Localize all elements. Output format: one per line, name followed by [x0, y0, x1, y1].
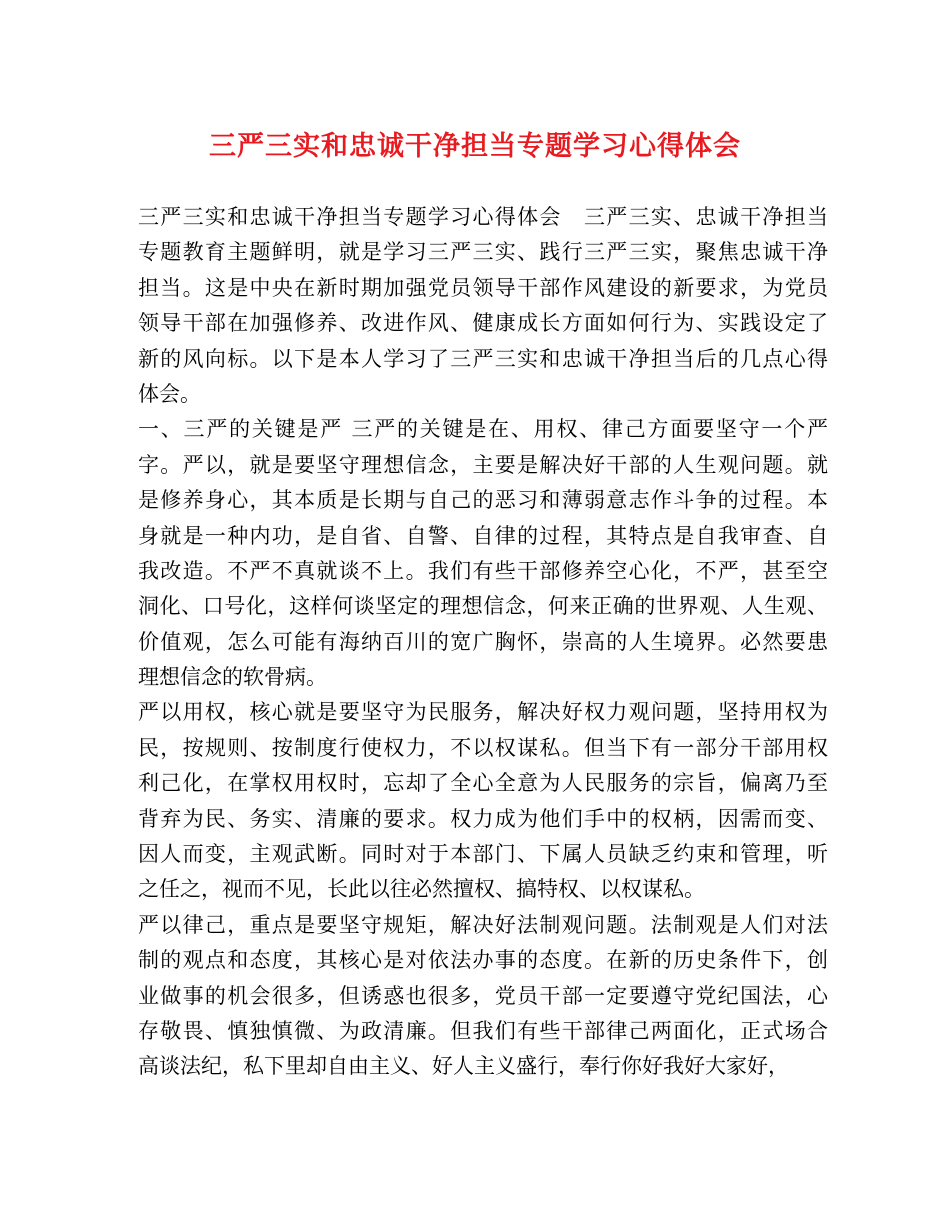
document-line: 新的风向标。以下是本人学习了三严三实和忠诚干净担当后的几点心得 [138, 346, 828, 371]
document-line: 专题教育主题鲜明，就是学习三严三实、践行三严三实，聚焦忠诚干净 [138, 240, 828, 265]
document-line: 高谈法纪，私下里却自由主义、好人主义盛行，奉行你好我好大家好， [138, 1054, 789, 1079]
document-line: 严以律己，重点是要坚守规矩，解决好法制观问题。法制观是人们对法 [138, 912, 828, 937]
document-title: 三严三实和忠诚干净担当专题学习心得体会 [209, 131, 741, 162]
document-line: 洞化、口号化，这样何谈坚定的理想信念，何来正确的世界观、人生观、 [138, 594, 828, 619]
document-line: 身就是一种内功，是自省、自警、自律的过程，其特点是自我审查、自 [138, 523, 828, 548]
document-line: 我改造。不严不真就谈不上。我们有些干部修养空心化，不严，甚至空 [138, 558, 828, 583]
document-line: 担当。这是中央在新时期加强党员领导干部作风建设的新要求，为党员 [138, 275, 828, 300]
document-line: 严以用权，核心就是要坚守为民服务，解决好权力观问题，坚持用权为 [138, 700, 828, 725]
document-line: 字。严以，就是要坚守理想信念，主要是解决好干部的人生观问题。就 [138, 452, 828, 477]
document-line: 体会。 [138, 381, 201, 406]
document-line: 民，按规则、按制度行使权力，不以权谋私。但当下有一部分干部用权 [138, 735, 828, 760]
document-line: 价值观，怎么可能有海纳百川的宽广胸怀，崇高的人生境界。必然要患 [138, 629, 828, 654]
document-line: 业做事的机会很多，但诱惑也很多，党员干部一定要遵守党纪国法，心 [138, 983, 828, 1008]
document-line: 存敬畏、慎独慎微、为政清廉。但我们有些干部律己两面化，正式场合 [138, 1018, 828, 1043]
document-body [138, 200, 828, 1085]
document-line: 是修养身心，其本质是长期与自己的恶习和薄弱意志作斗争的过程。本 [138, 488, 828, 513]
document-line: 理想信念的软骨病。 [138, 665, 327, 690]
document-line: 利己化，在掌权用权时，忘却了全心全意为人民服务的宗旨，偏离乃至 [138, 771, 828, 796]
document-line: 一、三严的关键是严 三严的关键是在、用权、律己方面要坚守一个严 [138, 417, 828, 442]
document-line: 领导干部在加强修养、改进作风、健康成长方面如何行为、实践设定了 [138, 311, 828, 336]
document-line: 因人而变，主观武断。同时对于本部门、下属人员缺乏约束和管理，听 [138, 842, 828, 867]
document-line: 三严三实和忠诚干净担当专题学习心得体会 三严三实、忠诚干净担当 [138, 205, 828, 229]
document-line: 制的观点和态度，其核心是对依法办事的态度。在新的历史条件下，创 [138, 948, 828, 973]
document-line: 之任之，视而不见，长此以往必然擅权、搞特权、以权谋私。 [138, 877, 705, 902]
document-line: 背弃为民、务实、清廉的要求。权力成为他们手中的权柄，因需而变、 [138, 806, 828, 831]
